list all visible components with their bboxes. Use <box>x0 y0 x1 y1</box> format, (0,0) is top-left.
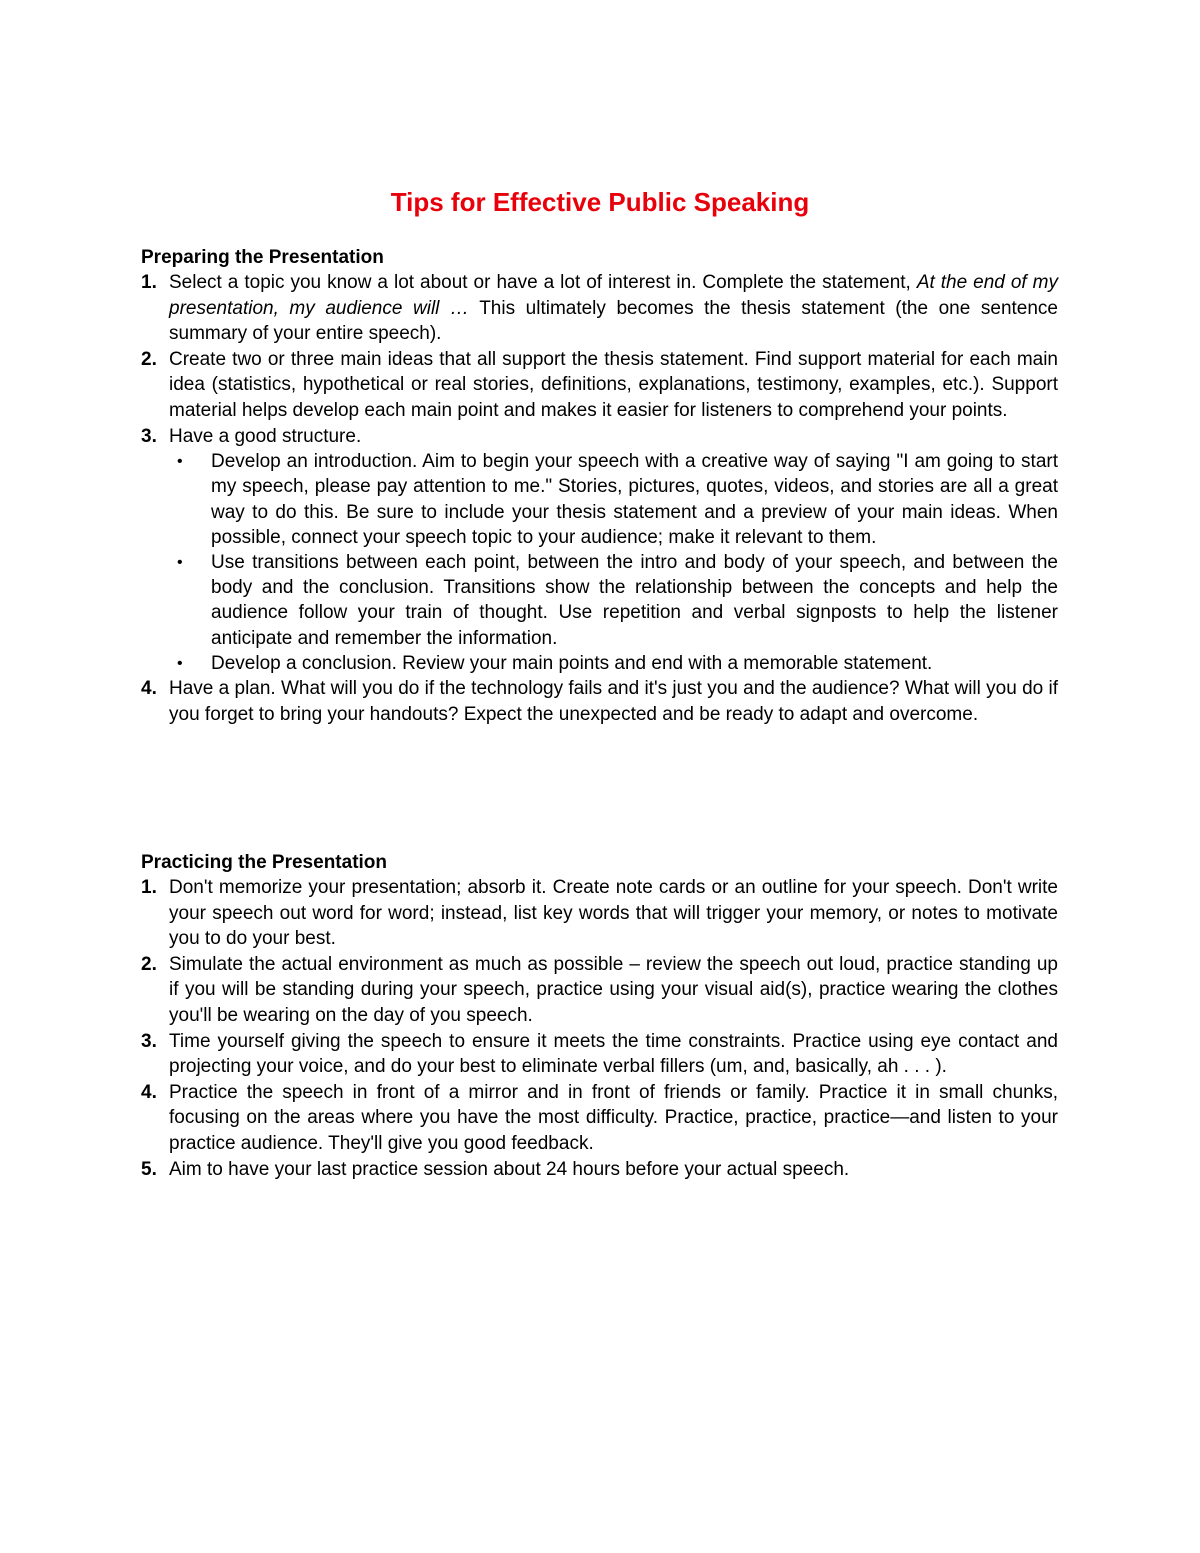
item-text: Practice the speech in front of a mirror and in front of friends or family. Practice it in small chunks, focusing on the areas where you have the most difficulty. Practice, practice, practice—and listen to your practice audience. They'll give you good feedback. <box>169 1081 1058 1154</box>
bullet-item <box>169 651 1058 676</box>
item-text: Simulate the actual environment as much as possible – review the speech out loud, practice standing up if you will be standing during your speech, practice using your visual aid(s), practice wearing the clothes you'll be wearing on the day of you speech. <box>169 953 1058 1026</box>
section-practicing <box>141 850 1058 1182</box>
item-number: 1. <box>141 877 157 898</box>
list-item <box>141 1157 1058 1183</box>
section-preparing <box>141 245 1058 727</box>
item-text: Aim to have your last practice session about 24 hours before your actual speech. <box>169 1158 850 1180</box>
list-item <box>141 952 1058 1029</box>
item-text: Select a topic you know a lot about or have a lot of interest in. Complete the statement, <box>169 272 917 293</box>
preparing-list <box>141 270 1058 727</box>
bullet-text: Develop an introduction. Aim to begin your speech with a creative way of saying "I am going to start my speech, please pay attention to me." Stories, pictures, quotes, videos, and stories are all a great way to do this. Be sure to include your thesis statement and a preview of your main ideas. When possible, connect your speech topic to your audience; make it relevant to them. <box>211 451 1058 548</box>
list-item <box>141 1080 1058 1157</box>
section-heading-preparing: Preparing the Presentation <box>141 247 384 268</box>
item-number: 4. <box>141 677 157 699</box>
item-text: Don't memorize your presentation; absorb it. Create note cards or an outline for your speech. Don't write your speech out word for word; instead, list key words that will trigger your memory, or notes to motivate you to do your best. <box>169 877 1058 950</box>
item-number: 2. <box>141 348 157 370</box>
item-text: This ultimately becomes the thesis statement (the one sentence summary of your entire speech). <box>169 297 1058 345</box>
item-number: 3. <box>141 1030 157 1052</box>
list-item <box>141 676 1058 727</box>
list-item <box>141 347 1058 424</box>
item-text-italic: At the end of my presentation, my audience will … <box>169 272 1058 319</box>
item-number: 2. <box>141 953 157 975</box>
section-heading-practicing: Practicing the Presentation <box>141 852 388 873</box>
document-title: Tips for Effective Public Speaking <box>390 187 810 217</box>
item-number: 1. <box>141 272 157 293</box>
item-text: Have a good structure. <box>169 425 362 447</box>
bullet-text: Use transitions between each point, between the intro and body of your speech, and between the body and the conclusion. Transitions show the relationship between the concepts and help the audience follow your train of thought. Use repetition and verbal signposts to help the listener anticipate and remember the information. <box>211 551 1058 649</box>
bullet-icon: • <box>177 654 183 672</box>
item-number: 3. <box>141 425 157 447</box>
item-text: Have a plan. What will you do if the technology fails and it's just you and the audience? What will you do if you forget to bring your handouts? Expect the unexpected and be ready to adapt and overcome. <box>169 677 1058 725</box>
list-item <box>141 1029 1058 1080</box>
bullet-item <box>169 550 1058 651</box>
bullet-icon: • <box>177 453 183 471</box>
practicing-list <box>141 875 1058 1182</box>
bullet-icon: • <box>177 553 183 571</box>
item-number: 4. <box>141 1081 157 1103</box>
list-item <box>141 424 1058 676</box>
list-item <box>141 270 1058 347</box>
item-number: 5. <box>141 1158 157 1180</box>
list-item <box>141 875 1058 952</box>
item-text: Create two or three main ideas that all support the thesis statement. Find support material for each main idea (statistics, hypothetical or real stories, definitions, explanations, testimony, examples, etc.). Support material helps develop each main point and makes it easier for listeners to comprehend your points. <box>169 348 1058 421</box>
bullet-item <box>169 449 1058 550</box>
bullet-text: Develop a conclusion. Review your main points and end with a memorable statement. <box>211 652 933 674</box>
structure-bullets <box>169 449 1058 676</box>
item-text: Time yourself giving the speech to ensure it meets the time constraints. Practice using eye contact and projecting your voice, and do your best to eliminate verbal fillers (um, and, basically, ah . . . ). <box>169 1030 1058 1078</box>
